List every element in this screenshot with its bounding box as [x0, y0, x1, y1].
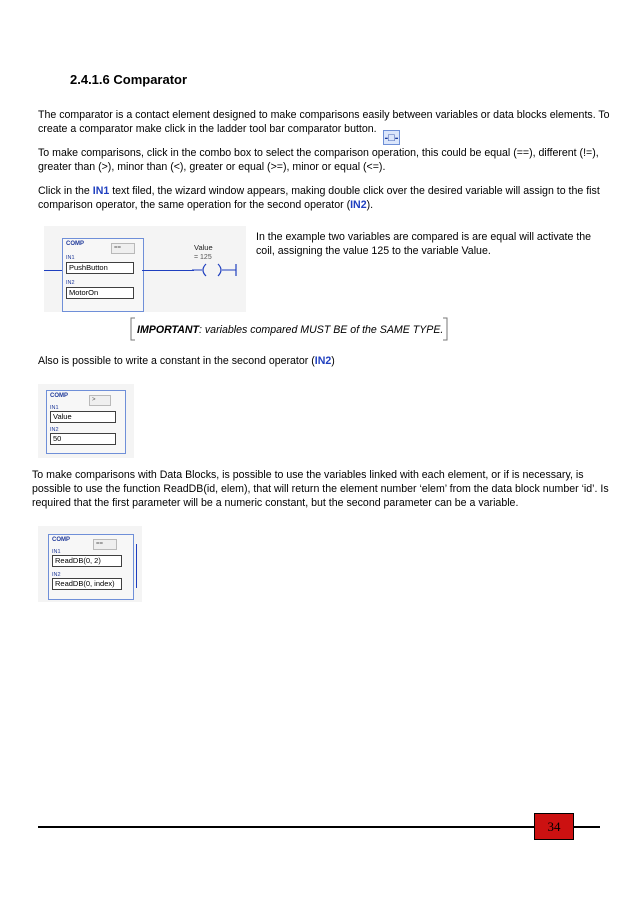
comparator-button-icon: -□- [384, 132, 399, 144]
in1-keyword: IN1 [92, 185, 110, 197]
p4-text-b: ) [331, 355, 335, 367]
in2-label-3: IN2 [52, 572, 61, 578]
in1-label: IN1 [66, 255, 75, 261]
in2-label-2: IN2 [50, 427, 59, 433]
paragraph-datablocks: To make comparisons with Data Blocks, is possible to use the variables linked with each element, or if is necessary, is possible to use the function ReadDB(id, elem), that will return the element number ‘elem’ from the data block number ‘id’. Is required that the first parameter will be a numeric constant, but the second parameter can be a variable. [32, 469, 609, 509]
in2-field-3[interactable]: ReadDB(0, index) [52, 578, 122, 590]
example-note: In the example two variables are compared is are equal will activate the coil, assigning the value 125 to the variable Value. [256, 231, 592, 257]
in1-label-2: IN1 [50, 405, 59, 411]
in2-field[interactable]: MotorOn [66, 287, 134, 299]
page-number: 34 [534, 813, 574, 840]
ladder-example-readdb [38, 526, 142, 602]
ladder-example-constant [38, 384, 134, 458]
in2-keyword: IN2 [350, 199, 367, 211]
comparator-block [62, 238, 144, 312]
in1-field[interactable]: PushButton [66, 262, 134, 274]
ladder-rail-right [136, 544, 137, 588]
paragraph-operations: To make comparisons, click in the combo box to select the comparison operation, this could be equal (==), different (!=), greater than (>), minor than (<), greater or equal (>=), minor or equal (<=). [38, 147, 599, 173]
coil-icon [192, 262, 242, 278]
important-label: IMPORTANT [137, 324, 199, 336]
coil-variable: Value [194, 243, 213, 252]
ladder-rail-mid [142, 270, 194, 271]
p3-text-a: Click in the [38, 185, 93, 197]
paragraph-in1-in2 [38, 184, 610, 212]
important-text: : variables compared MUST BE of the SAME TYPE. [199, 324, 444, 336]
operator-combobox-2[interactable]: > [89, 395, 111, 406]
in1-field-3[interactable]: ReadDB(0, 2) [52, 555, 122, 567]
section-heading: 2.4.1.6 Comparator [70, 72, 188, 87]
comp-title: COMP [66, 241, 84, 247]
comparator-block-3 [48, 534, 134, 600]
comp-title-3: COMP [52, 537, 70, 543]
p4-text-a: Also is possible to write a constant in the second operator ( [38, 355, 315, 367]
ladder-example-equal [44, 226, 246, 312]
paragraph-intro: The comparator is a contact element designed to make comparisons easily between variables or data blocks elements. To create a comparator make click in the ladder tool bar comparator button. [38, 109, 610, 135]
in2-field-2[interactable]: 50 [50, 433, 116, 445]
in2-label: IN2 [66, 280, 75, 286]
comp-title-2: COMP [50, 393, 68, 399]
comparator-block-2 [46, 390, 126, 454]
p3-text-c: ). [366, 199, 374, 211]
in2-keyword-constant: IN2 [314, 355, 332, 367]
ladder-rail-left [44, 270, 62, 271]
important-note [137, 324, 443, 336]
coil-value: = 125 [194, 254, 212, 261]
in1-field-2[interactable]: Value [50, 411, 116, 423]
paragraph-constant [38, 354, 610, 368]
in1-label-3: IN1 [52, 549, 61, 555]
footer-line [38, 826, 600, 828]
operator-combobox-3[interactable]: == [93, 539, 117, 550]
operator-combobox[interactable]: == [111, 243, 135, 254]
p3-text-b: text filed, the wizard window appears, making double click over the desired variable will assign to the fist comparison operator, the same operation for the second operator ( [38, 185, 600, 211]
